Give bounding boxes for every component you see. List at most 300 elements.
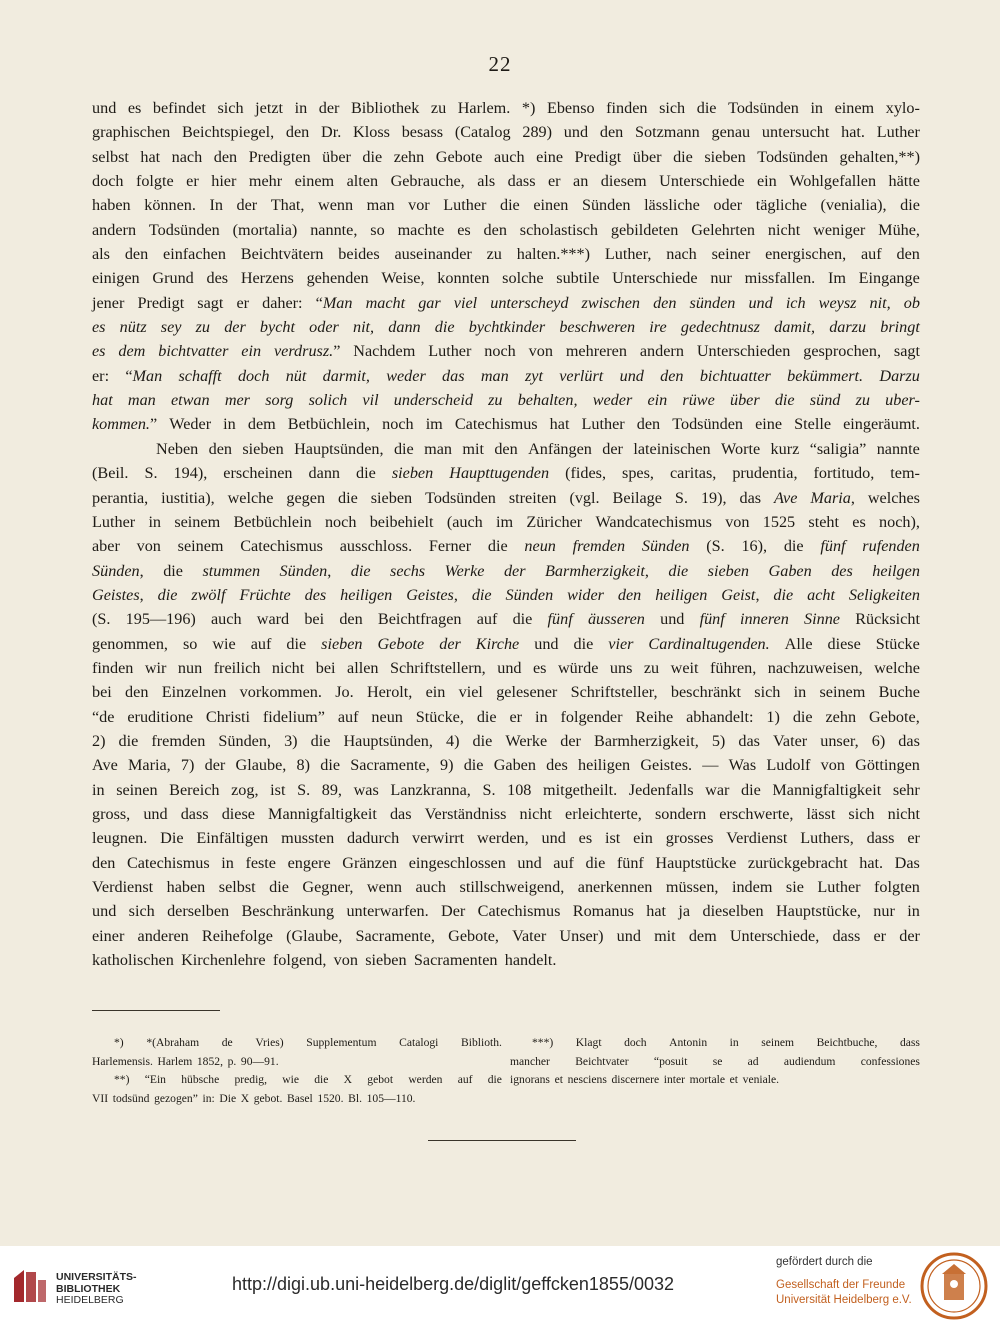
word: Catechismus	[454, 415, 538, 434]
word: folgten	[874, 878, 920, 896]
word: wenn	[366, 878, 402, 896]
word: die	[499, 196, 520, 215]
word: tem-	[890, 464, 920, 483]
word: bychtkinder	[468, 318, 546, 337]
word: Schriftsteller,	[570, 683, 658, 702]
word: Sünden	[581, 196, 631, 215]
word: die	[118, 731, 139, 750]
word: ein	[757, 172, 777, 191]
word: Unterschiede	[612, 269, 698, 288]
word: die	[668, 561, 689, 580]
word: Gränzen	[342, 853, 398, 872]
word: die	[476, 707, 497, 726]
text-line	[92, 899, 920, 923]
word: perantia,	[92, 488, 149, 507]
word: die	[434, 318, 455, 337]
word: über	[729, 391, 760, 410]
word: Unterschiede	[659, 172, 745, 191]
word: einen	[533, 196, 569, 215]
word: Haupttugenden	[449, 464, 550, 483]
word: 194),	[173, 464, 208, 483]
word: Luther,	[604, 245, 652, 264]
word: welches	[867, 488, 920, 507]
word: Harlemensis.	[92, 1054, 153, 1068]
word: von	[725, 512, 750, 531]
word: Ferner	[428, 537, 472, 556]
word: missfallen.	[744, 269, 816, 288]
word: von	[820, 756, 845, 775]
word: Vries)	[255, 1036, 284, 1049]
word: sich	[754, 683, 781, 702]
text-line	[92, 364, 920, 388]
footnote-line	[92, 1053, 502, 1072]
word: Beilage	[612, 488, 662, 507]
word: die	[157, 585, 178, 604]
word: zwischen	[581, 293, 640, 312]
word: die	[286, 634, 307, 653]
word: nesciens	[567, 1073, 607, 1086]
word: Vater	[773, 731, 808, 750]
word: den	[124, 245, 149, 264]
footnote-line	[510, 1034, 920, 1053]
word: ist	[270, 780, 286, 799]
word: in	[294, 99, 308, 117]
word: Geist,	[721, 585, 760, 604]
word: Sacramenten	[413, 951, 498, 970]
text-line	[92, 486, 920, 510]
word: fidelium”	[262, 707, 325, 726]
word: Luthers,	[800, 829, 854, 848]
word: (venialia),	[820, 196, 887, 215]
word: darzu	[829, 318, 867, 337]
word: die	[314, 1073, 329, 1086]
word: können.	[144, 196, 196, 215]
end-rule	[428, 1140, 576, 1141]
word: dadurch	[347, 829, 400, 848]
word: eruditione	[127, 707, 194, 726]
word: er	[548, 172, 561, 191]
word: mer	[224, 391, 250, 410]
word: folgender	[560, 707, 623, 726]
word: er	[236, 293, 250, 312]
word: vor	[408, 196, 430, 215]
word: gar	[418, 293, 441, 312]
word: finden	[606, 99, 648, 117]
word: nachzuweisen,	[767, 658, 863, 677]
word: nicht	[271, 658, 305, 677]
word: er	[509, 707, 523, 726]
word: et	[554, 1073, 563, 1086]
word: Betbüchlein	[233, 512, 312, 531]
text-line	[92, 656, 920, 680]
word: fremden	[572, 537, 626, 556]
word: 1525	[762, 512, 796, 531]
word: das	[389, 804, 412, 823]
word: die	[393, 439, 414, 458]
word: zu	[486, 245, 502, 264]
word: unser,	[820, 731, 859, 750]
word: Luther	[581, 415, 625, 434]
word: Sünden	[641, 537, 690, 556]
word: über	[322, 147, 351, 166]
word: anerkennen	[577, 878, 653, 896]
word: zu	[488, 391, 503, 410]
word: es	[578, 829, 593, 848]
word: seinem	[761, 1036, 795, 1049]
word: beides	[338, 245, 380, 264]
word: Buche	[878, 683, 920, 702]
library-name-line3: HEIDELBERG	[56, 1294, 124, 1306]
word: In	[209, 196, 223, 215]
word: damit,	[774, 318, 816, 337]
word: nicht	[519, 804, 552, 823]
word: das	[738, 731, 760, 750]
word: anderen	[137, 926, 189, 945]
word: 105—110.	[366, 1091, 416, 1105]
word: war	[705, 780, 730, 799]
word: hat	[92, 391, 113, 410]
word: dem	[688, 926, 717, 945]
word: ich	[785, 293, 806, 312]
word: und	[92, 902, 117, 921]
sponsor-name	[776, 1278, 912, 1308]
word: Rücksicht	[855, 610, 920, 629]
word: bringt	[880, 318, 920, 337]
word: verlürt	[559, 366, 604, 385]
word: Gebrauche,	[390, 172, 465, 191]
word: es	[457, 220, 471, 239]
word: noch),	[879, 512, 920, 531]
body-text	[92, 96, 920, 972]
word: dass	[507, 172, 536, 191]
word: Die	[160, 829, 184, 848]
word: als	[92, 245, 110, 264]
word: bycht	[259, 318, 295, 337]
word: in	[810, 99, 824, 117]
word: mortale	[689, 1073, 726, 1086]
word: Gebote,	[868, 707, 920, 726]
word: man	[366, 196, 395, 215]
word: alten	[346, 172, 379, 191]
text-line	[92, 315, 920, 339]
word: eine	[755, 415, 783, 434]
word: Beschränkung	[241, 902, 335, 921]
word: Verständniss	[424, 804, 507, 823]
word: haben	[166, 878, 206, 896]
word: Werke	[444, 561, 485, 580]
text-line	[92, 145, 920, 169]
word: jener	[92, 293, 125, 312]
word: eine	[536, 147, 564, 166]
word: und	[497, 658, 522, 677]
word: sechs	[390, 561, 426, 580]
word: 9)	[440, 756, 454, 775]
word: 289)	[522, 123, 553, 142]
word: Einzelnen	[161, 683, 227, 702]
word: Catechismus	[126, 853, 210, 872]
word: untersucht	[761, 123, 830, 142]
word: verdrusz.”	[273, 342, 341, 361]
word: (mortalia)	[232, 220, 298, 239]
word: neun	[524, 537, 556, 556]
word: (Catalog	[454, 123, 511, 142]
word: und	[748, 293, 773, 312]
word: erleichterte,	[565, 804, 642, 823]
word: die	[792, 707, 813, 726]
word: Cardinaltugenden.	[648, 634, 770, 653]
word: Stücke	[875, 634, 920, 653]
word: 89,	[321, 780, 342, 799]
word: der	[236, 196, 258, 215]
word: Luther	[876, 123, 920, 142]
footnotes-right	[510, 1034, 920, 1090]
word: auf	[250, 634, 272, 653]
word: die	[269, 878, 289, 896]
word: bei	[92, 683, 112, 702]
text-line	[92, 632, 920, 656]
word: man	[127, 391, 156, 410]
word: von	[136, 537, 161, 556]
word: der	[204, 756, 226, 775]
sponsor-label: gefördert durch die	[776, 1256, 873, 1268]
word: Beichtbuche,	[816, 1036, 878, 1049]
text-line	[92, 193, 920, 217]
word: “Man	[315, 293, 353, 312]
word: finden	[92, 658, 134, 677]
word: Die	[219, 1091, 237, 1105]
word: beschränkt	[670, 683, 741, 702]
word: dann	[388, 318, 421, 337]
word: seinem	[177, 537, 224, 556]
word: feste	[245, 853, 276, 872]
word: bei	[304, 610, 325, 629]
word: stummen	[202, 561, 261, 580]
word: welche	[227, 488, 274, 507]
word: die	[338, 488, 358, 507]
word: Vater	[512, 926, 547, 945]
library-name-line1: UNIVERSITÄTS-	[56, 1271, 137, 1283]
text-line	[92, 510, 920, 534]
word: aber	[92, 537, 120, 556]
word: den	[660, 366, 684, 385]
word: todsünd	[112, 1091, 150, 1105]
word: einigen	[92, 269, 140, 288]
word: gebildeten	[610, 220, 679, 239]
word: indem	[731, 878, 773, 896]
word: äusseren	[587, 610, 645, 629]
word: sieben	[321, 634, 363, 653]
word: unterwarfen.	[346, 902, 429, 921]
word: seinem	[819, 683, 866, 702]
word: eingeräumt.	[843, 415, 920, 434]
word: zu	[643, 658, 660, 677]
word: einem	[834, 99, 875, 117]
word: in	[907, 902, 920, 921]
word: Ave	[92, 756, 118, 775]
text-line	[92, 169, 920, 193]
word: in	[148, 512, 162, 531]
word: nüt	[285, 366, 307, 385]
word: nur	[873, 902, 895, 921]
word: von	[333, 951, 358, 970]
word: Verdienst	[92, 878, 154, 896]
word: abhandelt:	[686, 707, 754, 726]
word: Todsünden	[425, 488, 496, 507]
word: Hauptstücke,	[775, 902, 861, 921]
word: Harlem.	[457, 99, 511, 117]
sponsor-name-line2: Universität Heidelberg e.V.	[776, 1294, 912, 1306]
word: weder	[386, 366, 426, 385]
word: veniale.	[742, 1073, 780, 1086]
word: der	[899, 926, 920, 945]
word: man	[480, 366, 509, 385]
word: sich	[128, 902, 155, 921]
word: es	[852, 512, 866, 531]
word: spes,	[622, 464, 654, 483]
word: Sotzmann	[634, 123, 700, 142]
word: gebot	[367, 1073, 394, 1086]
word: Bl.	[348, 1091, 362, 1105]
word: sey	[160, 318, 182, 337]
footnote-line	[510, 1053, 920, 1072]
word: Luther	[817, 878, 861, 896]
word: oder	[713, 196, 743, 215]
word: auf	[337, 707, 359, 726]
word: uber-	[885, 391, 920, 410]
word: VII	[92, 1091, 109, 1105]
word: Unterschiede,	[729, 926, 820, 945]
word: und	[563, 123, 589, 142]
word: die	[463, 756, 484, 775]
word: erscheinen	[223, 464, 293, 483]
word: uns	[609, 658, 633, 677]
word: führen,	[710, 658, 757, 677]
text-line	[92, 437, 920, 461]
word: underscheid	[393, 391, 473, 410]
word: 6)	[871, 731, 886, 750]
word: zwölf	[191, 585, 226, 604]
word: prudentia,	[732, 464, 798, 483]
word: auf	[476, 610, 498, 629]
word: Christi	[205, 707, 250, 726]
word: viel	[453, 293, 478, 312]
word: dass	[899, 1036, 920, 1049]
word: graphischen	[92, 123, 171, 142]
word: “saligia”	[809, 439, 867, 458]
word: confessiones	[860, 1054, 920, 1068]
word: “posuit	[653, 1054, 688, 1068]
word: und	[541, 829, 566, 848]
university-seal-icon	[920, 1252, 988, 1320]
word: ignorans	[510, 1073, 550, 1086]
word: (fides,	[565, 464, 606, 483]
word: er	[907, 829, 920, 848]
word: streiten	[508, 488, 557, 507]
word: bekümmert.	[787, 366, 864, 385]
word: se	[712, 1054, 723, 1068]
word: sich	[217, 99, 244, 117]
word: fünf	[820, 537, 846, 556]
word: zehn	[393, 147, 425, 166]
word: von	[528, 342, 553, 361]
word: 4)	[445, 731, 460, 750]
word: fremden	[151, 731, 206, 750]
word: Ludolf	[766, 756, 811, 775]
text-line	[92, 802, 920, 826]
word: diese	[221, 804, 255, 823]
word: ein	[425, 683, 446, 702]
word: Mannigfaltigkeit	[772, 780, 882, 799]
word: zu	[855, 391, 870, 410]
word: gross,	[92, 804, 131, 823]
word: caritas,	[670, 464, 717, 483]
word: nicht	[887, 804, 920, 823]
word: das	[898, 731, 920, 750]
word: wie	[282, 1073, 299, 1086]
word: so	[182, 634, 198, 653]
word: zu	[195, 318, 211, 337]
word: rüwe	[682, 391, 715, 410]
word: dass	[866, 829, 895, 848]
word: 3)	[284, 731, 298, 750]
word: 16),	[741, 537, 768, 556]
digital-copy-url[interactable]: http://digi.ub.uni-heidelberg.de/diglit/geffcken1855/0032	[232, 1274, 675, 1294]
word: Basel	[287, 1091, 313, 1105]
word: hat.	[841, 123, 865, 142]
word: sich	[848, 804, 875, 823]
word: engere	[287, 853, 331, 872]
word: weder	[592, 391, 633, 410]
word: noch	[484, 342, 516, 361]
word: der	[318, 99, 340, 117]
word: mitgetheilt.	[543, 780, 618, 799]
word: nun	[177, 658, 203, 677]
word: (S.	[706, 537, 725, 556]
word: welche	[874, 658, 920, 677]
word: im	[496, 512, 514, 531]
word: andern	[92, 220, 137, 239]
word: heiligen	[655, 585, 708, 604]
word: nit,	[869, 293, 891, 312]
word: Gebote	[435, 147, 483, 166]
word: Seligkeiten	[848, 585, 920, 604]
word: macht	[365, 293, 406, 312]
word: in	[793, 683, 807, 702]
word: Wandcatechismus	[595, 512, 712, 531]
word: Catalogi	[399, 1036, 439, 1049]
word: er:	[92, 366, 110, 385]
word: 5)	[711, 731, 726, 750]
text-line	[92, 461, 920, 485]
word: Unser)	[559, 926, 604, 945]
footnote-line	[92, 1090, 502, 1109]
word: diese	[827, 634, 861, 653]
word: Sünden,	[218, 731, 271, 750]
word: Sünden	[505, 585, 554, 604]
word: hat.	[859, 853, 884, 872]
word: Jo.	[335, 683, 354, 702]
word: Sacramente,	[355, 926, 435, 945]
word: mussten	[281, 829, 335, 848]
word: auch	[494, 147, 525, 166]
word: im	[425, 415, 443, 434]
word: Reihe	[635, 707, 674, 726]
word: beschweren	[559, 318, 636, 337]
word: “Man	[125, 366, 163, 385]
word: Gegner,	[302, 878, 354, 896]
word: der	[602, 439, 623, 458]
word: ist	[604, 829, 621, 848]
